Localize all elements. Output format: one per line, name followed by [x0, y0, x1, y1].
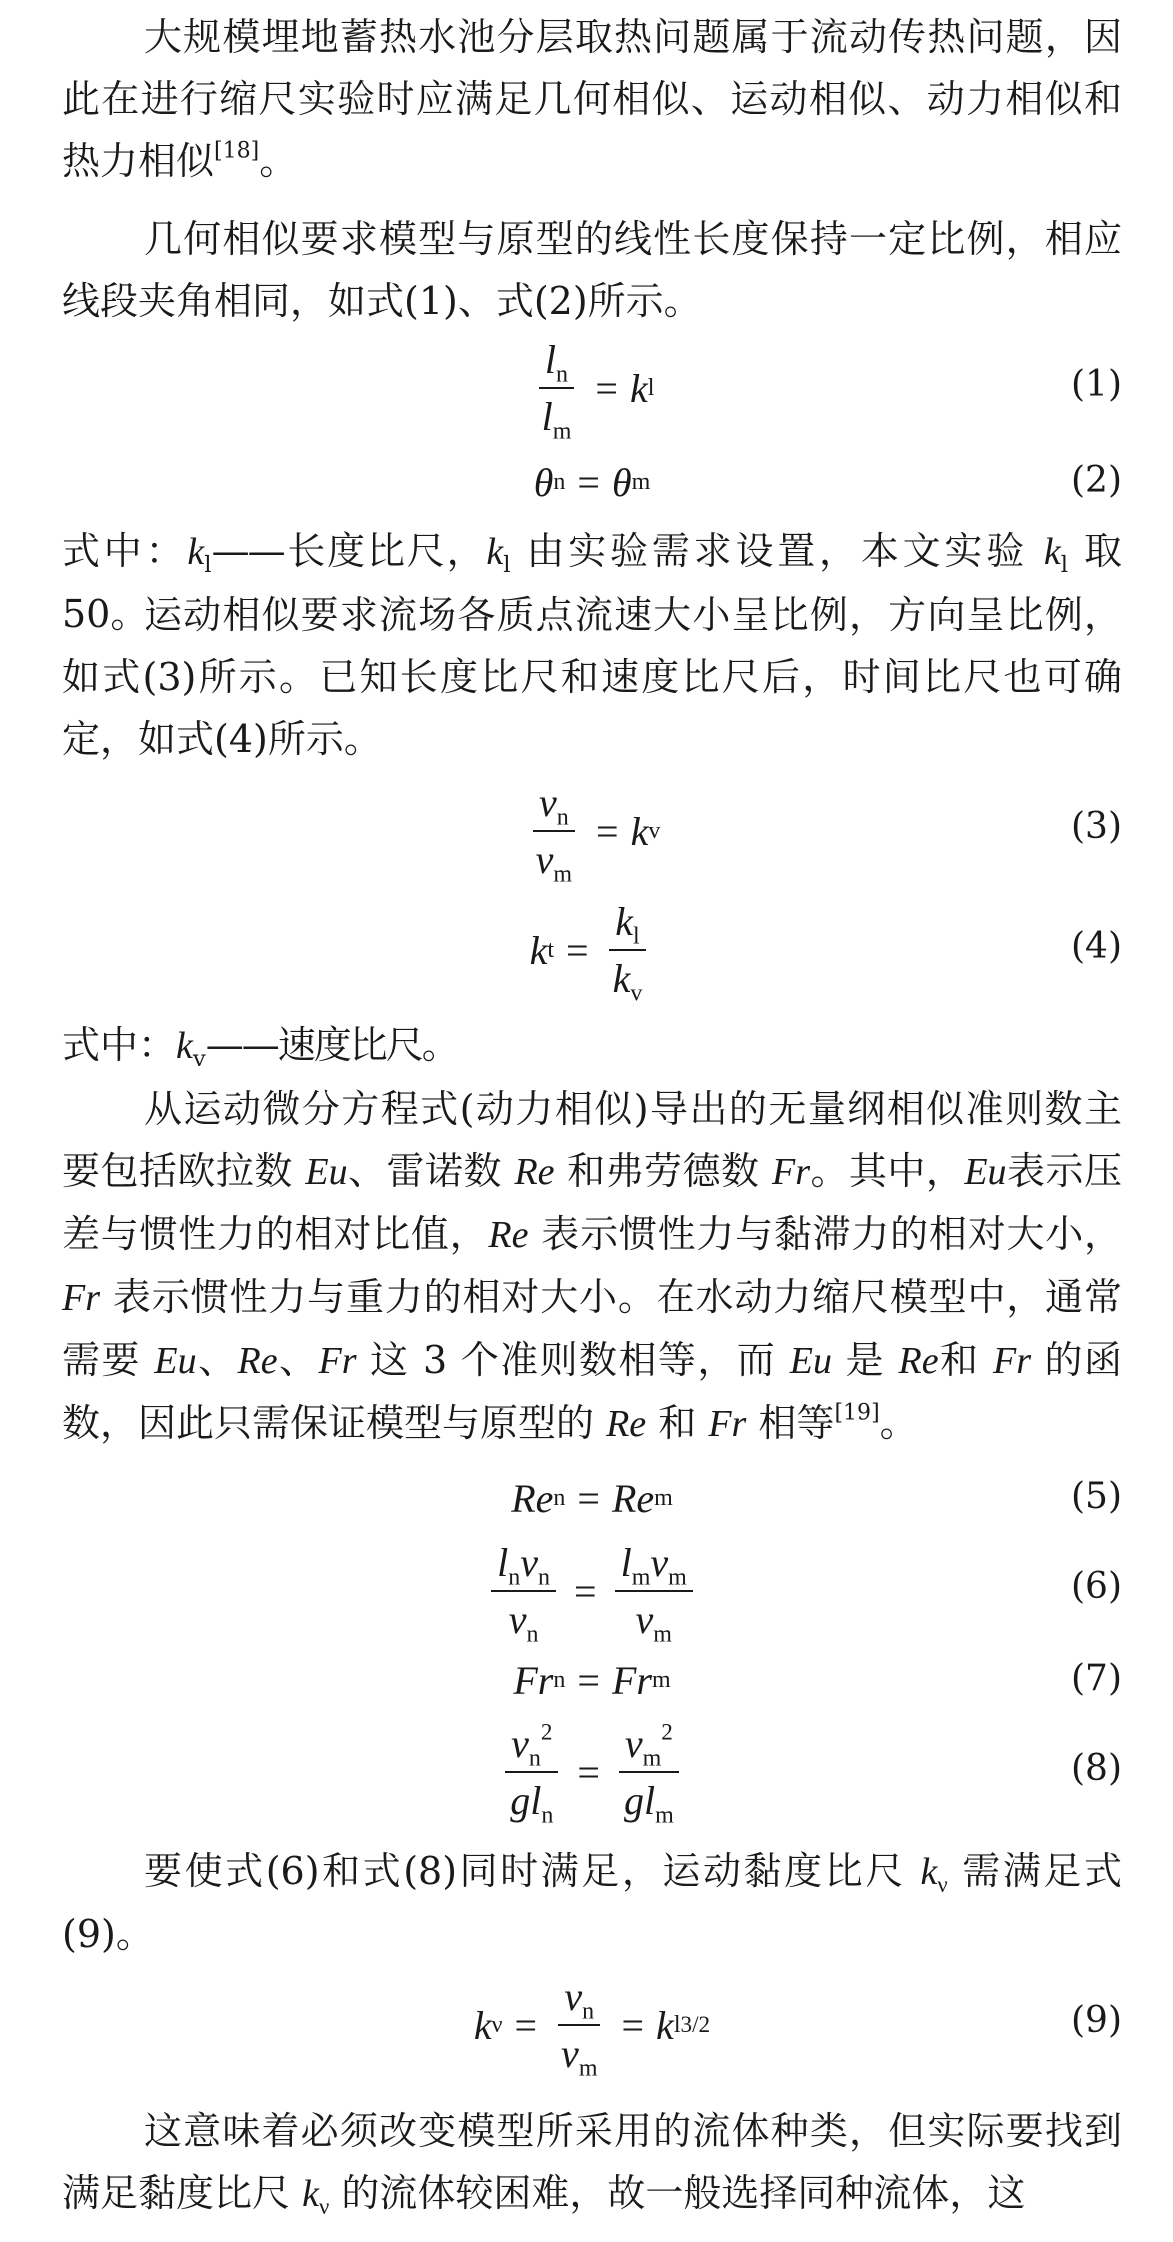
paragraph-geometric-similarity [62, 208, 1122, 332]
subscript: ν [937, 1871, 948, 1897]
equation-number: (1) [1071, 364, 1122, 405]
symbol-k: k [529, 927, 548, 973]
symbol-fr: Fr [992, 1340, 1031, 1382]
symbol-k: k [920, 1851, 938, 1893]
equation-1: $\frac{l_n}{l_m}$ = k l (1) [62, 338, 1122, 438]
text: 要使式(6)和式(8)同时满足，运动黏度比尺 [144, 1849, 921, 1893]
equals-sign: = [621, 2002, 645, 2048]
text: 表示惯性力与黏滞力的相对大小， [528, 1212, 1122, 1256]
fraction: $\frac{l_n}{l_m}$ [536, 336, 578, 440]
equation-2: θ n = θ m (2) [533, 459, 1122, 505]
fraction: $\frac{l_nv_n}{\nu_n}$ [491, 1539, 556, 1643]
symbol-re: Re [611, 1475, 655, 1521]
symbol-fr: Fr [771, 1151, 810, 1193]
fraction: $\frac{v_m^2}{gl_m}$ [618, 1720, 680, 1824]
paragraph-text: 运动相似要求流场各质点流速大小呈比例，方向呈比例，如式(3)所示。已知长度比尺和速度比尺后，时间比尺也可确定，如式(4)所示。 [62, 593, 1122, 761]
subscript: l [204, 551, 212, 578]
symbol-k: k [486, 531, 504, 573]
text: 、 [196, 1338, 238, 1382]
symbol-fr: Fr [62, 1277, 100, 1319]
symbol-fr: Fr [611, 1657, 652, 1703]
text: ——长度比尺， [211, 529, 487, 573]
symbol-k: k [656, 2002, 674, 2048]
symbol-fr: Fr [708, 1403, 747, 1445]
symbol-k: k [629, 365, 648, 411]
equation-5: Re n = Re m (5) [511, 1475, 1122, 1521]
symbol-re: Re [514, 1151, 555, 1193]
paragraph-dynamic-similarity [62, 1078, 1122, 1455]
subscript: v [192, 1045, 206, 1072]
text: 式中： [62, 529, 188, 573]
symbol-re: Re [606, 1403, 647, 1445]
text: 相等 [746, 1401, 835, 1445]
subscript: l [503, 551, 511, 578]
paragraph-intro [62, 6, 1122, 192]
text: 和 [938, 1338, 993, 1382]
subscript: ν [318, 2193, 330, 2219]
punct: 。 [879, 1401, 918, 1445]
equals-sign: = [577, 459, 600, 505]
symbol-k: k [1043, 531, 1061, 573]
equals-sign: = [596, 808, 619, 854]
punct: 。 [259, 139, 298, 183]
fraction: $\frac{\nu_n}{\nu_m}$ [555, 1973, 603, 2077]
symbol-fr: Fr [513, 1657, 554, 1703]
text: 表示惯性力与重力的相对大小。在水动力缩尺模型中，通常需要 [62, 1275, 1122, 1382]
equals-sign: = [595, 365, 618, 411]
symbol-eu: Eu [789, 1340, 832, 1382]
subscript: l [1060, 551, 1069, 578]
equation-7: Fr n = Fr m (7) [513, 1657, 1122, 1703]
equation-number: (9) [1071, 2000, 1122, 2041]
equation-9: k ν = $\frac{\nu_n}{\nu_m}$ = k l 3/2 (9) [473, 1974, 1122, 2082]
symbol-eu: Eu [305, 1151, 348, 1193]
text: 这意味着必须改变模型所采用的流体种类，但实际要找到满足黏度比尺 [62, 2109, 1122, 2215]
text: 这 3 个准则数相等，而 [356, 1338, 790, 1382]
text: 、雷诺数 [347, 1149, 515, 1193]
paragraph-text: 几何相似要求模型与原型的线性长度保持一定比例，相应线段夹角相同，如式(1)、式(2)所示。 [62, 217, 1122, 323]
text: 由实验需求设置，本文实验 [510, 529, 1044, 573]
text: 和弗劳德数 [554, 1149, 772, 1193]
symbol-re: Re [898, 1340, 939, 1382]
symbol-fr: Fr [318, 1340, 357, 1382]
symbol-k: k [630, 808, 649, 854]
equation-number: (2) [1071, 460, 1122, 501]
symbol-theta: θ [533, 459, 554, 505]
text: 取 50。 [62, 529, 1122, 636]
equation-number: (5) [1071, 1476, 1122, 1517]
text: ——速度比尺。 [205, 1023, 458, 1067]
equation-number: (8) [1071, 1748, 1122, 1789]
equation-number: (7) [1071, 1658, 1122, 1699]
fraction: $\frac{l_mv_m}{\nu_m}$ [615, 1539, 693, 1643]
equals-sign: = [577, 1475, 600, 1521]
symbol-re: Re [237, 1340, 278, 1382]
symbol-theta: θ [611, 459, 632, 505]
fraction: $\frac{v_n^2}{gl_n}$ [504, 1720, 559, 1824]
equation-number: (6) [1071, 1566, 1122, 1607]
paragraph-where-kv [62, 1014, 1122, 1077]
symbol-re: Re [488, 1214, 529, 1256]
symbol-k: k [187, 531, 205, 573]
text: 是 [831, 1338, 899, 1382]
text: 、 [277, 1338, 319, 1382]
equals-sign: = [577, 1749, 600, 1795]
equation-4: k t = $\frac{k_l}{k_v}$ (4) [529, 899, 1122, 1007]
symbol-re: Re [511, 1475, 554, 1521]
equals-sign: = [574, 1568, 597, 1614]
text: 。其中， [809, 1149, 965, 1193]
equals-sign: = [577, 1657, 600, 1703]
equation-8 [62, 1716, 1122, 1828]
text: 需满足式(9)。 [62, 1849, 1122, 1956]
paragraph-viscosity-ratio [62, 1840, 1122, 1965]
equation-number: (3) [1071, 806, 1122, 847]
text: 式中： [62, 1023, 177, 1067]
text: 从运动微分方程式(动力相似)导出的无量纲相似准则数主要包括欧拉数 [62, 1087, 1122, 1193]
symbol-k: k [176, 1025, 193, 1067]
equals-sign: = [566, 927, 589, 973]
symbol-k: k [302, 2173, 319, 2215]
text: 和 [646, 1401, 709, 1445]
equation-6 [62, 1536, 1122, 1646]
text: 表示压差与惯性力的相对比值， [62, 1149, 1122, 1256]
symbol-k: k [473, 2002, 492, 2048]
fraction: $\frac{k_l}{k_v}$ [607, 898, 649, 1002]
paragraph-text: 大规模埋地蓄热水池分层取热问题属于流动传热问题，因此在进行缩尺实验时应满足几何相似、运动相似、动力相似和热力相似 [62, 15, 1122, 183]
equation-3: $\frac{v_n}{v_m}$ = k v (3) [62, 776, 1122, 886]
symbol-eu: Eu [154, 1340, 197, 1382]
text: 的流体较困难，故一般选择同种流体，这 [329, 2171, 1026, 2215]
paragraph-same-fluid [62, 2100, 1122, 2225]
citation-19: [19] [834, 1400, 880, 1426]
symbol-eu: Eu [964, 1151, 1007, 1193]
equation-number: (4) [1071, 926, 1122, 967]
paragraph-kinematic-similarity [62, 584, 1122, 770]
equals-sign: = [514, 2002, 538, 2048]
text: 的函数，因此只需保证模型与原型的 [62, 1338, 1122, 1445]
citation-18: [18] [214, 138, 260, 164]
fraction: $\frac{v_n}{v_m}$ [530, 779, 578, 883]
